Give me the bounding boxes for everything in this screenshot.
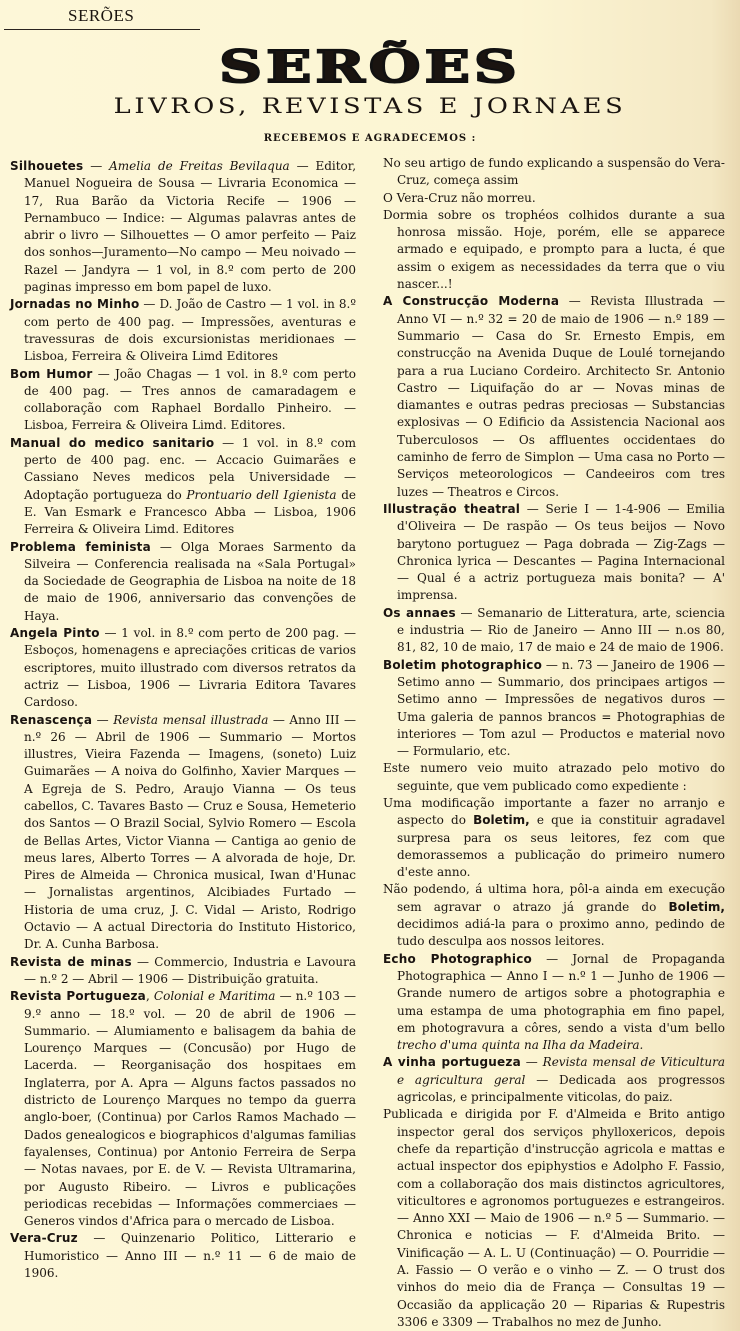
entry-title: Vera-Cruz (10, 1231, 78, 1246)
text: Não podendo, á ultima hora, pôl-a ainda em execução sem agravar o atrazo já grande do (383, 882, 725, 914)
entry-text-cont: de E. Van Esmark e Francesco Abba — Lisboa, 1906 Ferreira & Oliveira Limd. Editores (24, 487, 356, 537)
entry-problema-feminista (10, 539, 356, 625)
text: antigo inspector geral dos serviços phylloxericos, depois chefe da repartição d'instrucção agricola e mattas e actual inspector dos epiphystios e (397, 1107, 725, 1174)
entry-title: A vinha portugueza (383, 1055, 521, 1070)
text: não morreu. (457, 190, 536, 205)
entry-silhouetes (10, 158, 356, 296)
entry-vinha-portugueza (383, 1054, 725, 1106)
entry-construccao-moderna (383, 293, 725, 501)
entry-vera-cruz (10, 1230, 356, 1282)
entry-title: Jornadas no Minho (10, 297, 140, 312)
entry-sep: — (139, 297, 160, 312)
entry-sep: — (214, 435, 242, 450)
text: O (383, 190, 397, 205)
entry-text: D. João de Castro — 1 vol. in 8.º com perto de 400 pag. — Impressões, aventuras e travessuras de dois excursionistas meridionaes — Lisboa, Ferreira & Oliveira Limd Editores (24, 297, 356, 364)
entry-text: Revista Illustrada — Anno VI — n.º 32 = 20 de maio de 1906 — n.º 189 — Summario — Casa do Sr. Ernesto Empis, em construcção na Avenida Duque de Loulé tornejando para a rua Luciano Cordeiro. Architecto Sr. Antonio Castro — Liquifação do ar — Novas minas de diamantes e outras pedras preciosas — Substancias explosivas — O Edificio da Assistencia Nacional aos Tuberculosos — Os affluentes occidentaes do caminho de ferro de Simplon — Uma casa no Porto — Serviços meteorologicos — Candeeiros com tres luzes — Theatros e Circos. (397, 294, 725, 499)
italic-name: F. d'Almeida e Brito (548, 1107, 680, 1122)
entry-title: Os annaes (383, 605, 456, 620)
entry-sep: — (520, 1055, 543, 1070)
entry-sep: — (531, 951, 573, 966)
entry-revista-portugueza (10, 988, 356, 1230)
vera-cruz-intro (383, 155, 725, 190)
section-subtitle: LIVROS, REVISTAS E JORNAES (113, 94, 627, 118)
bold-name: Boletim, (473, 813, 530, 828)
boletim-note-1: Este numero veio muito atrazado pelo motivo do seguinte, que vem publicado como expediente : (383, 761, 725, 793)
vera-cruz-quote-line (383, 190, 725, 207)
entry-title: Illustração theatral (383, 501, 521, 516)
entry-text: Serie I — 1-4-906 — Emilia d'Oliveira — De raspão — Os teus beijos — Novo barytono portuguez — Paga dobrada — Zig-Zags — Chronica lyrica — Descantes — Pagina Internacional — Qual é a actriz portugueza mais bonita? — A' imprensa. (397, 501, 725, 603)
entry-title: Boletim photographico (383, 657, 543, 672)
entry-renascenca (10, 712, 356, 954)
bold-name: Boletim, (668, 899, 725, 914)
entry-title: Silhouetes (10, 159, 84, 173)
entry-echo-photographico (383, 951, 725, 1055)
italic-name: Vera-Cruz (397, 156, 725, 188)
entry-text: Commercio, Industria e Lavoura — n.º 2 — Abril — 1906 — Distribuição gratuita. (24, 954, 356, 986)
entry-text: 1 vol. in 8.º com perto de 400 pag. enc. — Accacio Guimarães e Cassiano Neves medicos pela Universidade — Adoptação portugueza do (24, 435, 356, 502)
boletim-note-2 (383, 795, 725, 881)
entry-text: n. 73 — Janeiro de 1906 — Setimo anno — Summario, dos principaes artigos — Setimo anno — Impressões de negativos duros — Uma galeria de pannos brancos = Photographias de interiores — Tom azul — Productos e material novo — Formulario, etc. (397, 657, 725, 759)
vinha-note (383, 1106, 725, 1331)
entry-title: A Construcção Moderna (383, 294, 560, 309)
entry-author: Amelia de Freitas Bevilaqua (109, 159, 290, 173)
entry-title: Problema feminista (10, 539, 151, 554)
entry-title: Echo Photographico (383, 951, 532, 966)
entry-sep: — (92, 712, 114, 727)
entry-sep: — (559, 294, 591, 309)
entry-text: — Anno III — n.º 26 — Abril de 1906 — Summario — Mortos illustres, Vieira Fazenda — Imagens, (soneto) Luiz Guimarães — A noiva do Golfinho, Xavier Marques — A Egreja de S. Pedro, Araujo Vianna — Os teus cabellos, C. Tavares Basto — Cruz e Sousa, Hemeterio dos Santos — O Brazil Social, Sylvio Romero — Escola de Bellas Artes, Victor Vianna — Cantiga ao genio de meus lares, Alberto Torres — A alvorada de hoje, Dr. Pires de Almeida — Chronica musical, Iwan d'Hunac — Jornalistas argentinos, Alcibiades Furtado — Historia de uma cruz, J. C. Vidal — Aristo, Rodrigo Octavio — A actual Directoria do Instituto Historico, Dr. A. Cunha Barbosa. (24, 712, 356, 952)
entry-title: Revista de minas (10, 954, 132, 969)
text: , com a collaboração dos mais distinctos agricultores, viticultores e agronomos portuguezes e estrangeiros. — Anno XXI — Maio de 1906 — n.º 5 — Summario. — Chronica e noticias — F. d'Almeida Brito. — Vinificação — A. L. U (Continuação) — O. Pourridie — A. Fassio — O verão e o vinho — Z. — O trust dos vinhos do meio dia de França — Consultas 19 — Occasião da applicação 20 — Riparias & Rupestris 3306 e 3309 — Trabalhos no mez de Junho. (397, 1159, 725, 1329)
right-column (383, 155, 725, 1331)
entry-sep: — (455, 605, 478, 620)
entry-sep: — (99, 626, 122, 641)
text: decidimos adiá-la para o proximo anno, pedindo de tudo desculpa aos nossos leitores. (397, 917, 725, 949)
entry-title: Revista Portugueza (10, 989, 146, 1004)
entry-subtitle: Colonial e Maritima (153, 989, 276, 1004)
running-head-rule (4, 29, 200, 30)
italic-name: Adolpho F. Fassio (613, 1159, 722, 1174)
entry-text: João Chagas — 1 vol. in 8.º com perto de 400 pag. — Tres annos de camaradagem e collaboração com Raphael Bordallo Pinheiro. — Lisboa, Ferreira & Oliveira Limd. Editores. (24, 366, 357, 433)
entry-text: — Editor, Manuel Nogueira de Sousa — Livraria Economica — 17, Rua Barão da Victoria Recife — 1906 — Pernambuco — Indice: — Algumas palavras antes de abrir o livro — Silhouettes — O amor perfeito — Paiz dos sonhos—Juramento—No campo — Meu noivado — Razel — Jandyra — 1 vol, in 8.º com perto de 200 paginas impresso em bom papel de luxo. (24, 159, 357, 295)
entry-subtitle: Revista mensal de Viticultura e agricultura geral (397, 1055, 726, 1087)
entry-manual-medico (10, 435, 356, 539)
entry-illustracao-theatral (383, 501, 725, 605)
entry-os-annaes (383, 605, 725, 657)
entry-text: Olga Moraes Sarmento da Silveira — Conferencia realisada na «Sala Portugal» da Sociedade de Geographia de Lisboa na noite de 18 de maio de 1906, anniversario das convenções de Haya. (24, 539, 356, 623)
entry-sep: — (83, 159, 110, 173)
running-head: SERÕES (68, 6, 135, 25)
entry-text: Jornal de Propaganda Photographica — Anno I — n.º 1 — Junho de 1906 — Grande numero de artigos sobre a photographia e uma estampa de uma photographia em fino papel, em photogravura a côres, sendo a vista d'um bello (397, 951, 725, 1035)
entry-revista-de-minas (10, 954, 356, 989)
entry-subtitle: Revista mensal illustrada (113, 712, 269, 727)
entry-sep: — (92, 366, 115, 381)
entry-sep: — (131, 954, 155, 969)
text: , começa assim (425, 173, 519, 188)
entry-italic-title: Prontuario dell Igienista (186, 487, 337, 502)
left-column (10, 158, 356, 1282)
entry-italic: trecho d'uma quinta na Ilha da Madeira. (397, 1038, 644, 1053)
entry-text: — Dedicada aos progressos agricolas, e principalmente viticolas, do paiz. (397, 1072, 725, 1105)
vera-cruz-quote: Dormia sobre os trophéos colhidos durante a sua honrosa missão. Hoje, porém, elle se apparece armado e equipado, e prompto para a lucta, é que assim o exigem as necessidades da terra que o viu nascer...! (383, 207, 725, 292)
italic-name: Vera-Cruz (396, 190, 458, 205)
entry-sep: — (520, 501, 546, 516)
intro-heading: RECEBEMOS E AGRADECEMOS : (263, 133, 477, 144)
entry-boletim-photographico (383, 657, 725, 761)
entry-title: Angela Pinto (10, 626, 100, 641)
entry-text: 1 vol. in 8.º com perto de 200 pag. — Esboços, homenagens e apreciações criticas de varios escriptores, muito illustrado com diversos retratos da actriz — Lisboa, 1906 — Livraria Editora Tavares Cardoso. (24, 626, 356, 710)
entry-text: — n.º 103 — 9.º anno — 18.º vol. — 20 de abril de 1906 — Summario. — Alumiamento e balisagem da bahia de Lourenço Marques — (Concusão) por Hugo de Lacerda. — Reorganisação dos hospitaes em Inglaterra, por A. Apra — Alguns factos passados no districto de Lourenço Marques no tempo da guerra anglo-boer, (Continua) por Carlos Ramos Machado — Dados genealogicos e biographicos d'algumas familias fayalenses, Continua) por Antonio Ferreira de Serpa — Notas navaes, por E. de V. — Revista Ultramarina, por Augusto Ribeiro. — Livros e publicações periodicas recebidas — Informações commerciaes — Generos vindos d'Africa para o mercado de Lisboa. (24, 989, 357, 1229)
text: Publicada e dirigida por (383, 1107, 549, 1122)
entry-title: Manual do medico sanitario (10, 435, 215, 450)
masthead-title: SERÕES (219, 42, 521, 93)
entry-bom-humor (10, 366, 356, 435)
entry-sep: — (150, 539, 181, 554)
entry-sep: — (542, 657, 562, 672)
entry-title: Renascença (10, 712, 93, 727)
entry-sep: — (77, 1231, 121, 1246)
entry-text: Semanario de Litteratura, arte, sciencia e industria — Rio de Janeiro — Anno III — n.os 80, 81, 82, 10 de maio, 17 de maio e 24 de maio de 1906. (397, 605, 725, 655)
text: Uma modificação importante a fazer no arranjo e aspecto do (383, 795, 725, 828)
boletim-note-3 (383, 881, 725, 950)
text: e que ia constituir agradavel surpresa para os seus leitores, fez com que demorassemos a publicação do primeiro numero d'este anno. (397, 813, 726, 880)
entry-angela-pinto (10, 625, 356, 711)
entry-text: Quinzenario Politico, Litterario e Humoristico — Anno III — n.º 11 — 6 de maio de 1906. (24, 1231, 356, 1280)
entry-jornadas-no-minho (10, 296, 356, 365)
text: No seu artigo de fundo explicando a suspensão do (383, 156, 694, 170)
entry-title: Bom Humor (10, 366, 93, 381)
entry-sep: , (145, 989, 154, 1004)
